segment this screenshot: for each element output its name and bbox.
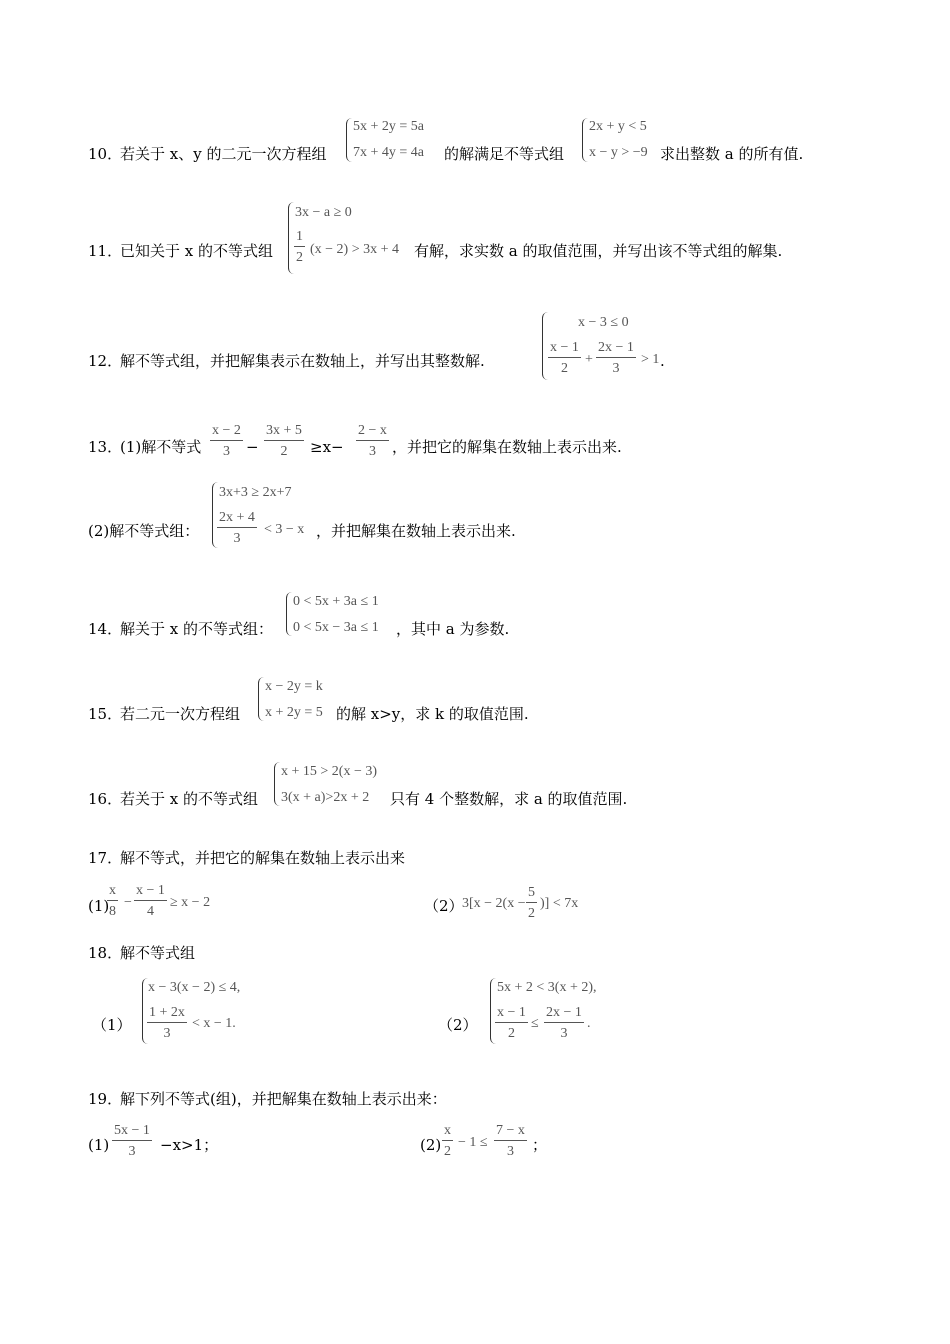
numerator: 2 − x	[356, 424, 389, 441]
problem-number: 19．	[88, 1090, 123, 1108]
numerator: x − 2	[210, 424, 243, 441]
operator: −	[124, 895, 132, 910]
fraction	[495, 1006, 528, 1041]
part-label: （2）	[424, 897, 464, 915]
denominator: 8	[109, 904, 116, 919]
system-brace	[582, 118, 588, 162]
problem-title: 解不等式，并把它的解集在数轴上表示出来	[120, 849, 406, 867]
numerator: 5x − 1	[112, 1124, 152, 1141]
problem-text: ，并把解集在数轴上表示出来.	[316, 522, 516, 540]
numerator: x − 1	[495, 1006, 528, 1023]
system-brace	[274, 762, 280, 806]
fraction	[548, 341, 581, 376]
inequality-tail: )] < 7x	[540, 896, 579, 911]
problem-text: 若关于 x、y 的二元一次方程组	[120, 145, 327, 163]
inequality-row: 3x+3 ≥ 2x+7	[219, 485, 292, 500]
problem-text: 解关于 x 的不等式组：	[120, 620, 273, 638]
denominator: 2	[444, 1144, 451, 1159]
problem-text: ≥x−	[310, 438, 344, 456]
numerator: 3x + 5	[264, 424, 304, 441]
fraction	[217, 511, 257, 546]
punctuation: ；	[532, 1136, 548, 1154]
problem-text: ，其中 a 为参数.	[396, 620, 510, 638]
denominator: 3	[163, 1026, 171, 1041]
numerator: 2x + 4	[217, 511, 257, 528]
numerator: x − 1	[548, 341, 581, 358]
fraction	[494, 1124, 527, 1159]
inequality-tail: < 3 − x	[264, 522, 305, 537]
inequality-row: 0 < 5x − 3a ≤ 1	[293, 620, 379, 635]
numerator: 1 + 2x	[147, 1006, 187, 1023]
fraction	[107, 884, 118, 919]
numerator: x	[107, 884, 118, 901]
inequality-row: (x − 2) > 3x + 4	[310, 242, 400, 257]
denominator: 3	[128, 1144, 136, 1159]
fraction	[544, 1006, 584, 1041]
denominator: 2	[280, 444, 288, 459]
part-label: (2)	[420, 1136, 442, 1154]
denominator: 3	[506, 1144, 514, 1159]
inequality-row: x + 15 > 2(x − 3)	[281, 764, 378, 779]
operator: +	[585, 352, 593, 367]
inequality-row: 2x + y < 5	[589, 119, 647, 134]
denominator: 3	[612, 361, 620, 376]
problem-number: 15．	[88, 705, 123, 723]
system-brace	[258, 677, 264, 721]
denominator: 3	[368, 444, 376, 459]
fraction	[294, 230, 305, 265]
inequality-row: 3(x + a)>2x + 2	[281, 790, 370, 805]
problem-text: 只有 4 个整数解，求 a 的取值范围.	[390, 790, 628, 808]
problem-number: 13．	[88, 438, 123, 456]
operator: ≤	[531, 1016, 539, 1031]
fraction	[134, 884, 167, 919]
denominator: 3	[222, 444, 230, 459]
fraction	[147, 1006, 187, 1041]
system-brace	[286, 592, 292, 636]
problem-number: 10．	[88, 145, 123, 163]
numerator: 2x − 1	[544, 1006, 584, 1023]
fraction	[596, 341, 636, 376]
inequality-row: 0 < 5x + 3a ≤ 1	[293, 594, 379, 609]
denominator: 4	[146, 904, 154, 919]
inequality-tail: > 1	[641, 352, 660, 367]
problem-number: 18．	[88, 944, 123, 962]
denominator: 2	[560, 361, 568, 376]
equation-row: x + 2y = 5	[265, 705, 323, 720]
system-brace	[346, 118, 352, 162]
operator: −	[246, 438, 259, 456]
problem-text: 的解 x>y，求 k 的取值范围.	[336, 705, 529, 723]
numerator: 2x − 1	[596, 341, 636, 358]
inequality-tail: −x>1；	[160, 1136, 219, 1154]
problem-number: 11．	[88, 242, 123, 260]
fraction	[264, 424, 304, 459]
problem-text: 已知关于 x 的不等式组	[120, 242, 273, 260]
part-label: (1)	[88, 1136, 110, 1154]
part-label: (1)	[88, 897, 110, 915]
part-label: （2）	[438, 1016, 478, 1034]
inequality-row: 5x + 2 < 3(x + 2),	[497, 980, 597, 995]
problem-text: (1)解不等式	[120, 438, 202, 456]
problem-text: 有解，求实数 a 的取值范围，并写出该不等式组的解集.	[414, 242, 783, 260]
inequality-row: x − y > −9	[589, 145, 648, 160]
problem-text: ，并把它的解集在数轴上表示出来.	[392, 438, 622, 456]
problem-text: 解不等式组，并把解集表示在数轴上，并写出其整数解.	[120, 352, 485, 370]
inequality-tail: ≥ x − 2	[170, 895, 211, 910]
fraction	[210, 424, 243, 459]
denominator: 2	[528, 906, 535, 921]
denominator: 3	[233, 531, 241, 546]
numerator: 7 − x	[494, 1124, 527, 1141]
fraction	[442, 1124, 453, 1159]
part-label: （1）	[92, 1016, 132, 1034]
denominator: 2	[296, 250, 303, 265]
problem-text: 若二元一次方程组	[120, 705, 241, 723]
expression: 3[x − 2(x −	[462, 896, 526, 911]
problem-title: 解下列不等式(组)，并把解集在数轴上表示出来：	[120, 1090, 447, 1108]
equation-row: 7x + 4y = 4a	[353, 145, 425, 160]
numerator: x − 1	[134, 884, 167, 901]
fraction	[526, 886, 537, 921]
expression: − 1 ≤	[458, 1135, 488, 1150]
problem-text: 的解满足不等式组	[444, 145, 565, 163]
numerator: x	[442, 1124, 453, 1141]
denominator: 3	[560, 1026, 568, 1041]
fraction	[112, 1124, 152, 1159]
inequality-row: x − 3 ≤ 0	[578, 315, 629, 330]
problem-text: (2)解不等式组：	[88, 522, 200, 540]
punctuation: .	[587, 1016, 591, 1031]
problem-text: .	[660, 352, 665, 370]
inequality-tail: < x − 1.	[192, 1016, 236, 1031]
problem-number: 17．	[88, 849, 123, 867]
denominator: 2	[507, 1026, 515, 1041]
problem-text: 求出整数 a 的所有值.	[660, 145, 804, 163]
problem-number: 14．	[88, 620, 123, 638]
inequality-row: 3x − a ≥ 0	[295, 205, 352, 220]
problem-number: 16．	[88, 790, 123, 808]
equation-row: 5x + 2y = 5a	[353, 119, 425, 134]
problem-number: 12．	[88, 352, 123, 370]
equation-row: x − 2y = k	[265, 679, 323, 694]
inequality-row: x − 3(x − 2) ≤ 4,	[148, 980, 241, 995]
numerator: 1	[294, 230, 305, 247]
fraction	[356, 424, 389, 459]
numerator: 5	[526, 886, 537, 903]
problem-title: 解不等式组	[120, 944, 196, 962]
problem-text: 若关于 x 的不等式组	[120, 790, 258, 808]
